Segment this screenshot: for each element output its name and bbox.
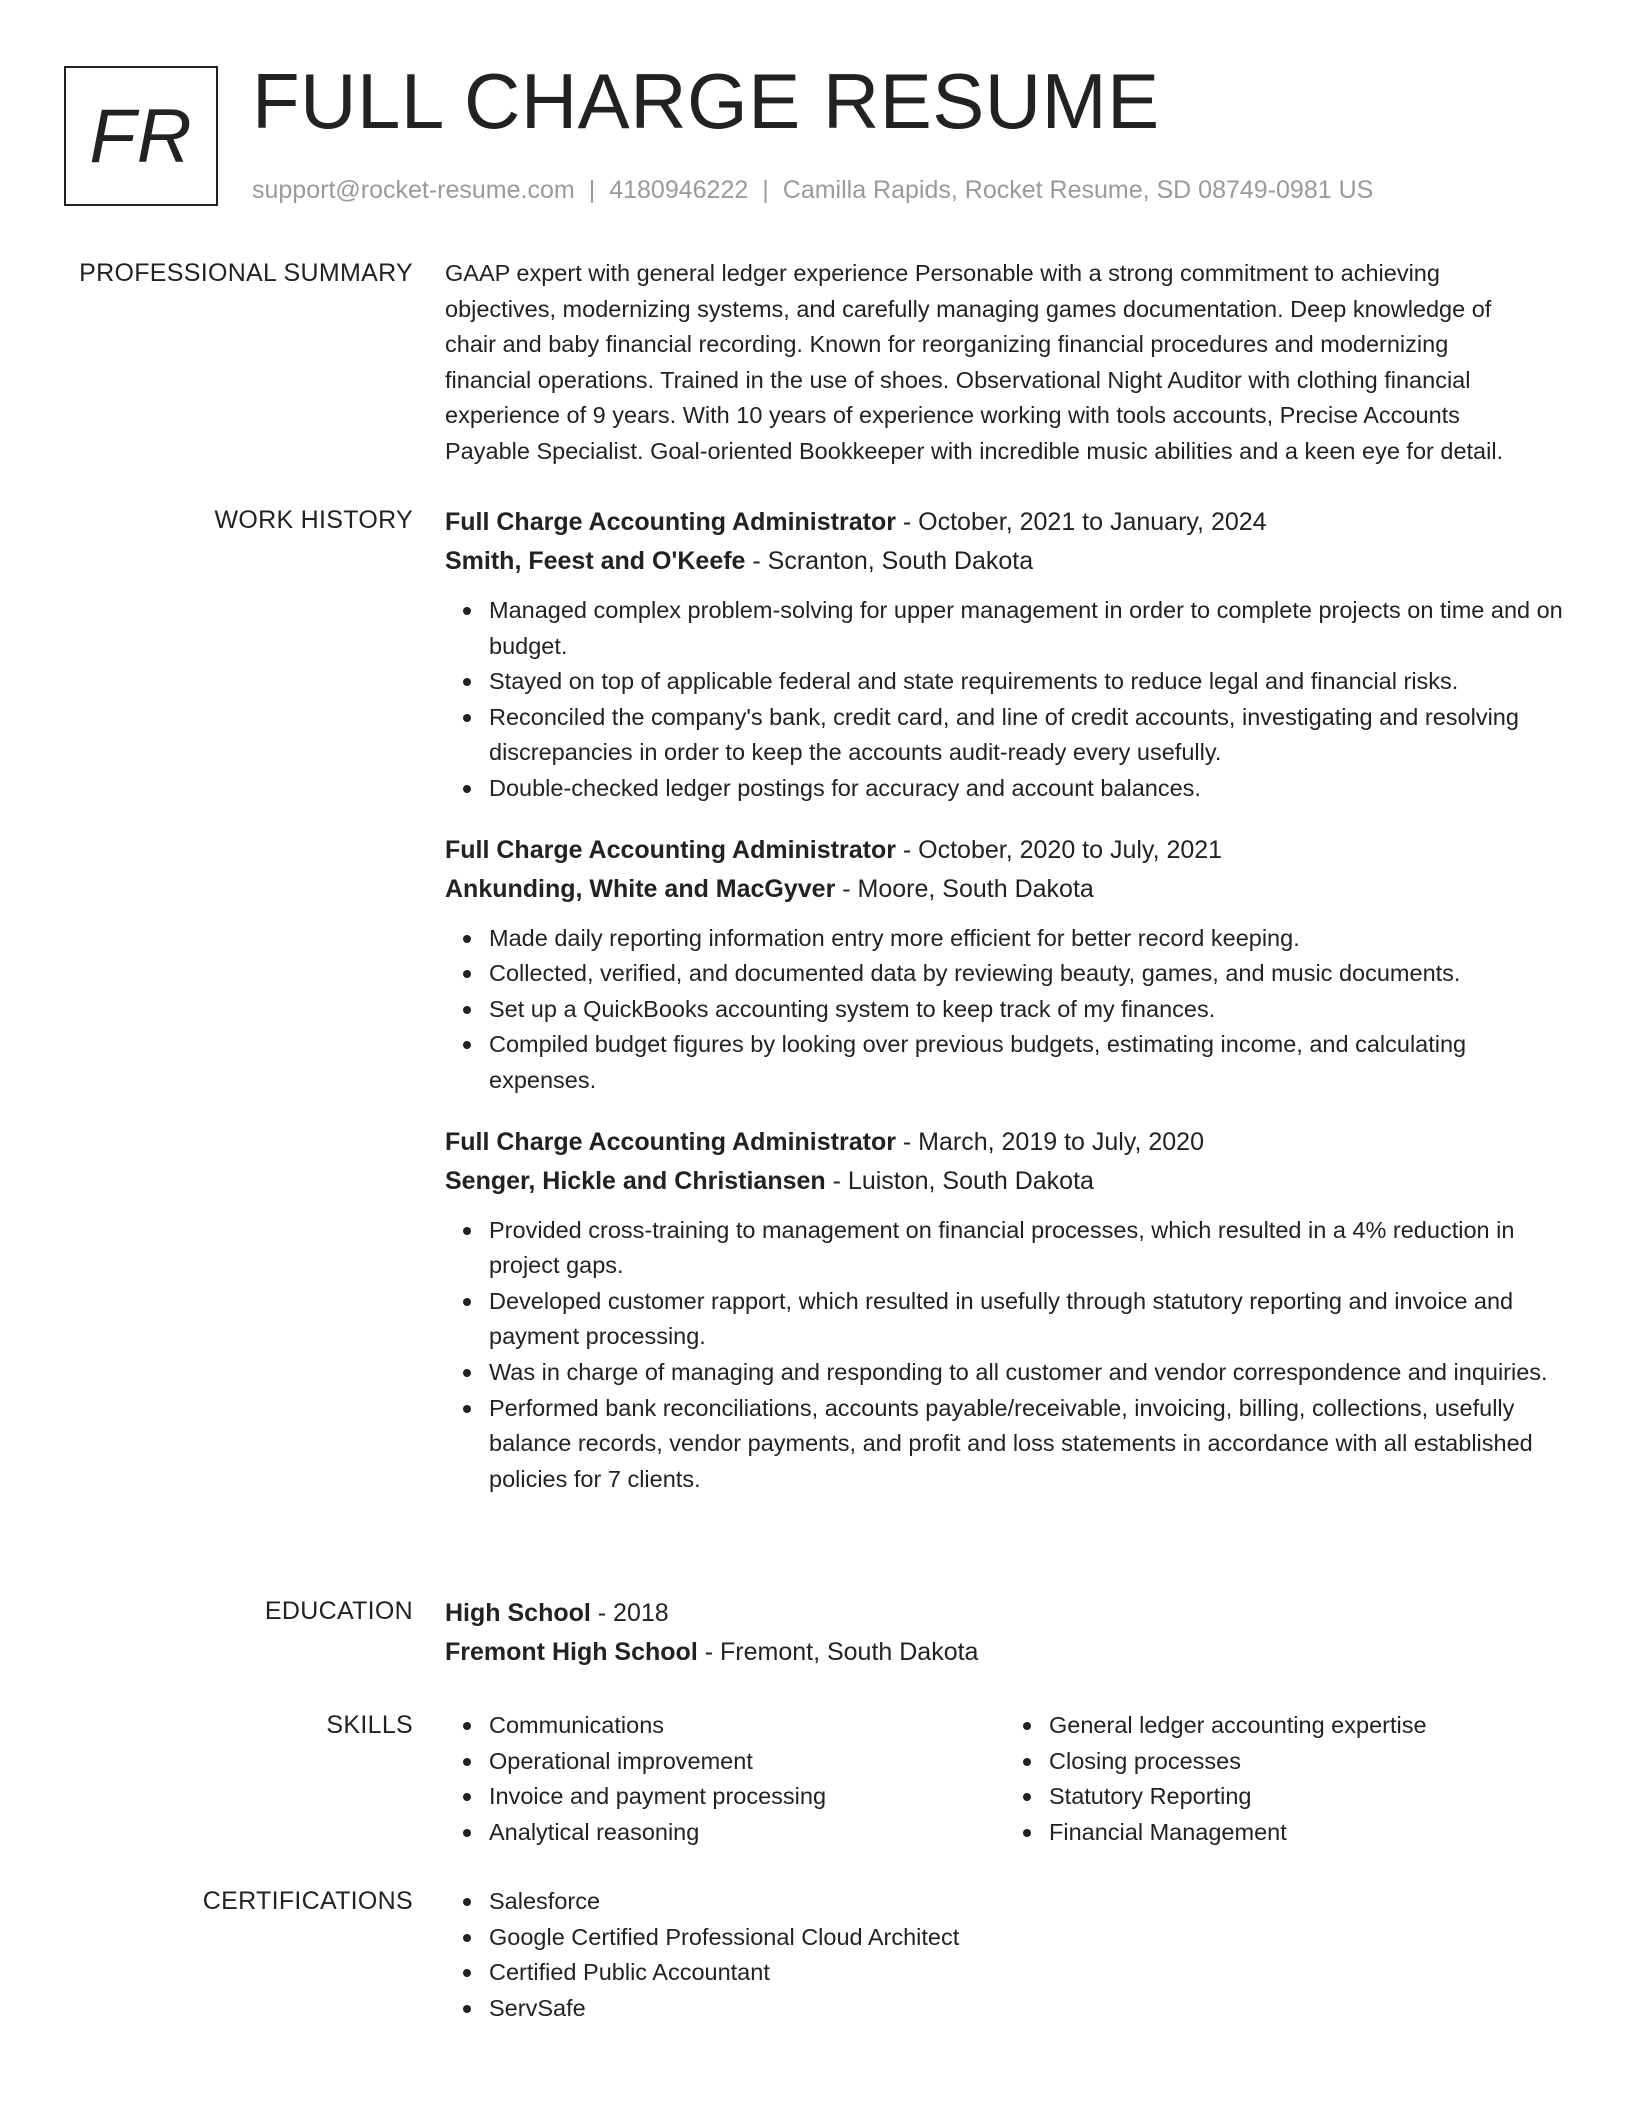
job-company-line: [445, 1162, 1565, 1201]
contact-address: Camilla Rapids, Rocket Resume, SD 08749-0981 US: [782, 176, 1374, 204]
job-bullet: Made daily reporting information entry more efficient for better record keeping.: [489, 921, 1565, 957]
skill-item: Analytical reasoning: [489, 1815, 1005, 1851]
contact-phone: 4180946222: [609, 176, 749, 204]
job-bullet: Double-checked ledger postings for accuracy and account balances.: [489, 771, 1565, 807]
education-school-line: [445, 1633, 1565, 1672]
summary-line: chair and baby financial recording. Known for reorganizing financial procedures and modernizing: [445, 331, 1449, 358]
section-label-certifications: CERTIFICATIONS: [202, 1887, 413, 1915]
monogram-badge: FR: [64, 66, 218, 206]
job-bullet: Managed complex problem-solving for upper management in order to complete projects on time and on budget.: [489, 593, 1565, 664]
job-title: Full Charge Accounting Administrator: [445, 835, 896, 864]
certification-item: ServSafe: [489, 1991, 1565, 2027]
job-entry: [445, 503, 1565, 807]
job-company: Senger, Hickle and Christiansen: [445, 1166, 826, 1195]
summary-text: [445, 256, 1565, 470]
certification-item: Salesforce: [489, 1884, 1565, 1920]
job-bullet: Was in charge of managing and responding to all customer and vendor correspondence and inquiries.: [489, 1355, 1565, 1391]
job-location: - Moore, South Dakota: [835, 874, 1094, 903]
job-bullet: Reconciled the company's bank, credit card, and line of credit accounts, investigating and resolving discrepancies in order to keep the accounts audit-ready every usefully.: [489, 700, 1565, 771]
section-label-education: EDUCATION: [264, 1597, 413, 1625]
education-school: Fremont High School: [445, 1638, 698, 1666]
education-entry: [445, 1594, 1565, 1672]
job-dates: - October, 2021 to January, 2024: [895, 508, 1267, 536]
education-degree: High School: [445, 1599, 591, 1627]
job-entry: [445, 831, 1565, 1099]
education-location: - Fremont, South Dakota: [697, 1638, 979, 1666]
summary-line: GAAP expert with general ledger experience Personable with a strong commitment to achieving: [445, 260, 1440, 286]
skill-item: Communications: [489, 1708, 1005, 1744]
skill-item: Invoice and payment processing: [489, 1779, 1005, 1815]
section-label-skills: SKILLS: [326, 1711, 413, 1739]
skills-columns: [445, 1708, 1565, 1850]
resume-title: FULL CHARGE RESUME: [252, 57, 1160, 145]
job-dates: - March, 2019 to July, 2020: [895, 1127, 1204, 1156]
job-company-line: [445, 870, 1565, 909]
skill-item: General ledger accounting expertise: [1049, 1708, 1565, 1744]
skill-item: Statutory Reporting: [1049, 1779, 1565, 1815]
job-bullets: [445, 921, 1565, 1099]
certifications-entry: [445, 1884, 1565, 2026]
skill-item: Operational improvement: [489, 1744, 1005, 1780]
job-entry: [445, 1123, 1565, 1498]
job-title-line: [445, 831, 1565, 870]
contact-separator: |: [762, 176, 769, 204]
summary-line: financial operations. Trained in the use of shoes. Observational Night Auditor with clothing financial: [445, 366, 1471, 393]
job-company: Smith, Feest and O'Keefe: [445, 547, 746, 575]
section-label-work-history: WORK HISTORY: [214, 506, 413, 534]
summary-line: Payable Specialist. Goal-oriented Bookkeeper with incredible music abilities and a keen eye for detail.: [445, 437, 1504, 464]
job-company: Ankunding, White and MacGyver: [445, 874, 836, 903]
summary-line: experience of 9 years. With 10 years of experience working with tools accounts, Precise Accounts: [445, 402, 1460, 429]
contact-line: [252, 174, 1373, 206]
job-bullet: Collected, verified, and documented data by reviewing beauty, games, and music documents.: [489, 956, 1565, 992]
job-bullet: Developed customer rapport, which resulted in usefully through statutory reporting and invoice and payment processing.: [489, 1284, 1565, 1355]
job-bullets: [445, 1213, 1565, 1498]
job-bullet: Performed bank reconciliations, accounts payable/receivable, invoicing, billing, collections, usefully balance records, vendor payments, and profit and loss statements in accordance with all established policies for 7 clients.: [489, 1391, 1565, 1498]
job-title-line: [445, 1123, 1565, 1162]
job-bullet: Provided cross-training to management on financial processes, which resulted in a 4% reduction in project gaps.: [489, 1213, 1565, 1284]
job-title: Full Charge Accounting Administrator: [445, 1127, 896, 1156]
job-bullet: Compiled budget figures by looking over previous budgets, estimating income, and calculating expenses.: [489, 1027, 1565, 1098]
job-company-line: [445, 542, 1565, 581]
job-location: - Scranton, South Dakota: [745, 547, 1034, 575]
education-degree-line: [445, 1594, 1565, 1633]
contact-email: support@rocket-resume.com: [252, 176, 575, 204]
job-title: Full Charge Accounting Administrator: [445, 508, 896, 536]
skill-item: Financial Management: [1049, 1815, 1565, 1851]
skills-list-right: [1005, 1708, 1565, 1850]
job-location: - Luiston, South Dakota: [825, 1166, 1094, 1195]
certification-item: Google Certified Professional Cloud Architect: [489, 1920, 1565, 1956]
skills-list-left: [445, 1708, 1005, 1850]
education-year: - 2018: [590, 1599, 669, 1627]
contact-separator: |: [588, 176, 596, 204]
job-title-line: [445, 503, 1565, 542]
work-history-list: [445, 503, 1565, 1521]
section-label-summary: PROFESSIONAL SUMMARY: [79, 259, 413, 287]
job-bullet: Stayed on top of applicable federal and state requirements to reduce legal and financial risks.: [489, 664, 1565, 700]
certification-item: Certified Public Accountant: [489, 1955, 1565, 1991]
job-bullet: Set up a QuickBooks accounting system to keep track of my finances.: [489, 992, 1565, 1028]
certifications-list: [445, 1884, 1565, 2026]
job-bullets: [445, 593, 1565, 807]
job-dates: - October, 2020 to July, 2021: [895, 835, 1223, 864]
skill-item: Closing processes: [1049, 1744, 1565, 1780]
summary-line: objectives, modernizing systems, and carefully managing games documentation. Deep knowledge of: [445, 295, 1492, 322]
